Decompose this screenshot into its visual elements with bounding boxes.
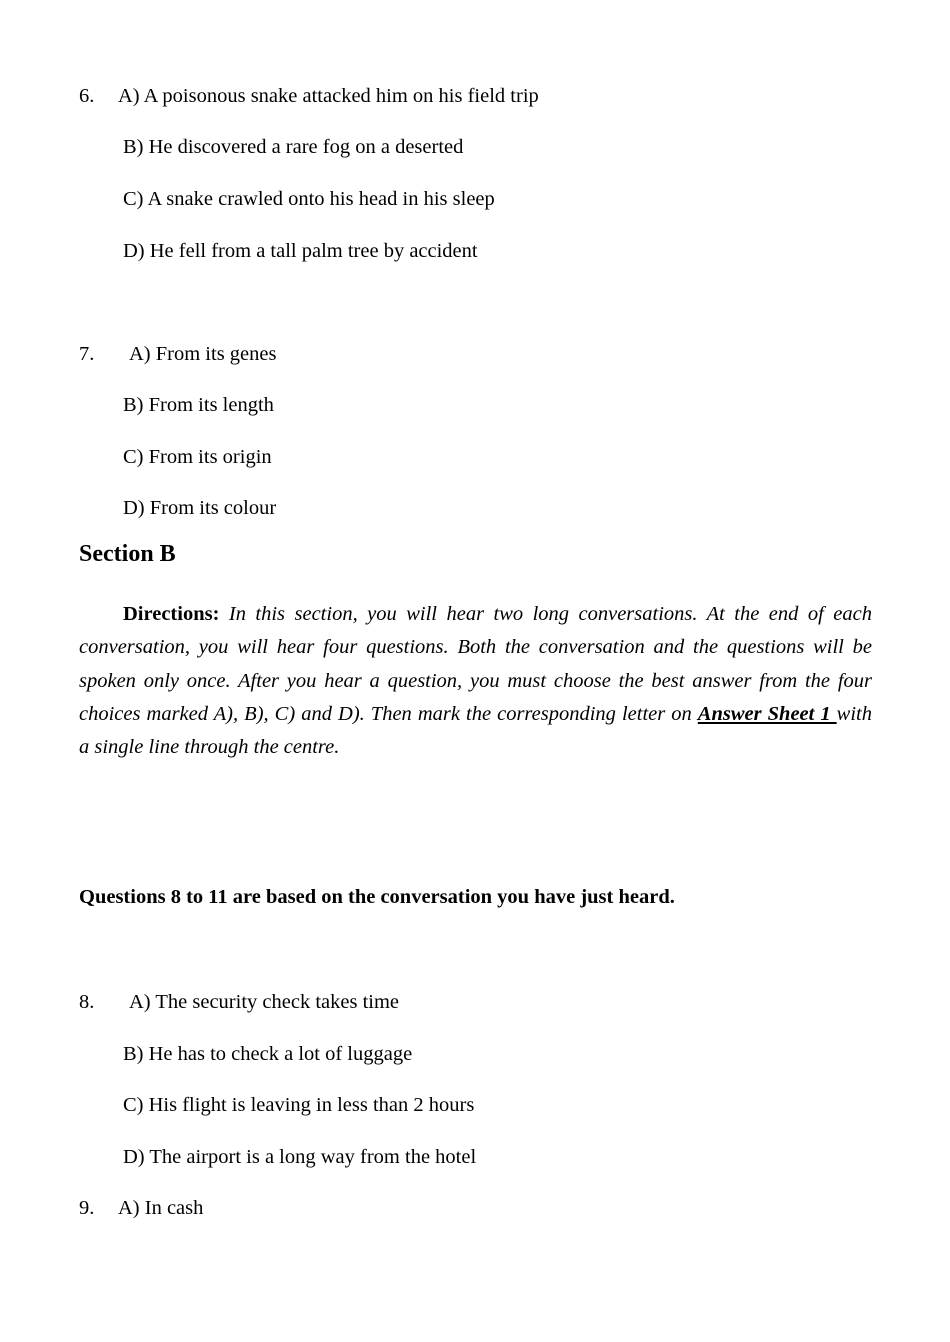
question-7-option-b: B) From its length [123,394,274,416]
question-6-option-d: D) He fell from a tall palm tree by accident [123,240,478,262]
question-7-option-a: A) From its genes [129,343,277,365]
question-7-number: 7. [79,343,95,365]
question-6-number: 6. [79,85,95,107]
directions-paragraph [79,598,872,764]
question-8-option-a: A) The security check takes time [129,991,400,1013]
directions-label: Directions: [123,603,220,625]
question-8-option-d: D) The airport is a long way from the hotel [123,1146,477,1168]
directions-text: In this section, you will hear two long conversations. At the end of each conversation, you will hear four questions. Both the conversation and the questions will be spoken only once. After you hear a question, you must choose the best answer from the four choices marked A), B), C) and D). Then mark the corresponding letter on [79,603,872,725]
question-9-option-a: A) In cash [118,1197,204,1219]
question-7-option-d: D) From its colour [123,497,277,519]
directions-tail: with a single line through the centre. [79,702,872,759]
question-6-option-a: A) A poisonous snake attacked him on his field trip [118,85,539,107]
question-9-number: 9. [79,1197,95,1219]
question-6-option-c: C) A snake crawled onto his head in his sleep [123,188,495,210]
question-8-option-c: C) His flight is leaving in less than 2 hours [123,1094,475,1116]
question-8-option-b: B) He has to check a lot of luggage [123,1043,413,1065]
questions-intro: Questions 8 to 11 are based on the conversation you have just heard. [79,886,675,908]
question-6-option-b: B) He discovered a rare fog on a deserted [123,136,464,158]
section-heading: Section B [79,541,176,567]
question-8-number: 8. [79,991,95,1013]
answer-sheet-reference: Answer Sheet 1 [697,702,837,725]
question-7-option-c: C) From its origin [123,446,272,468]
